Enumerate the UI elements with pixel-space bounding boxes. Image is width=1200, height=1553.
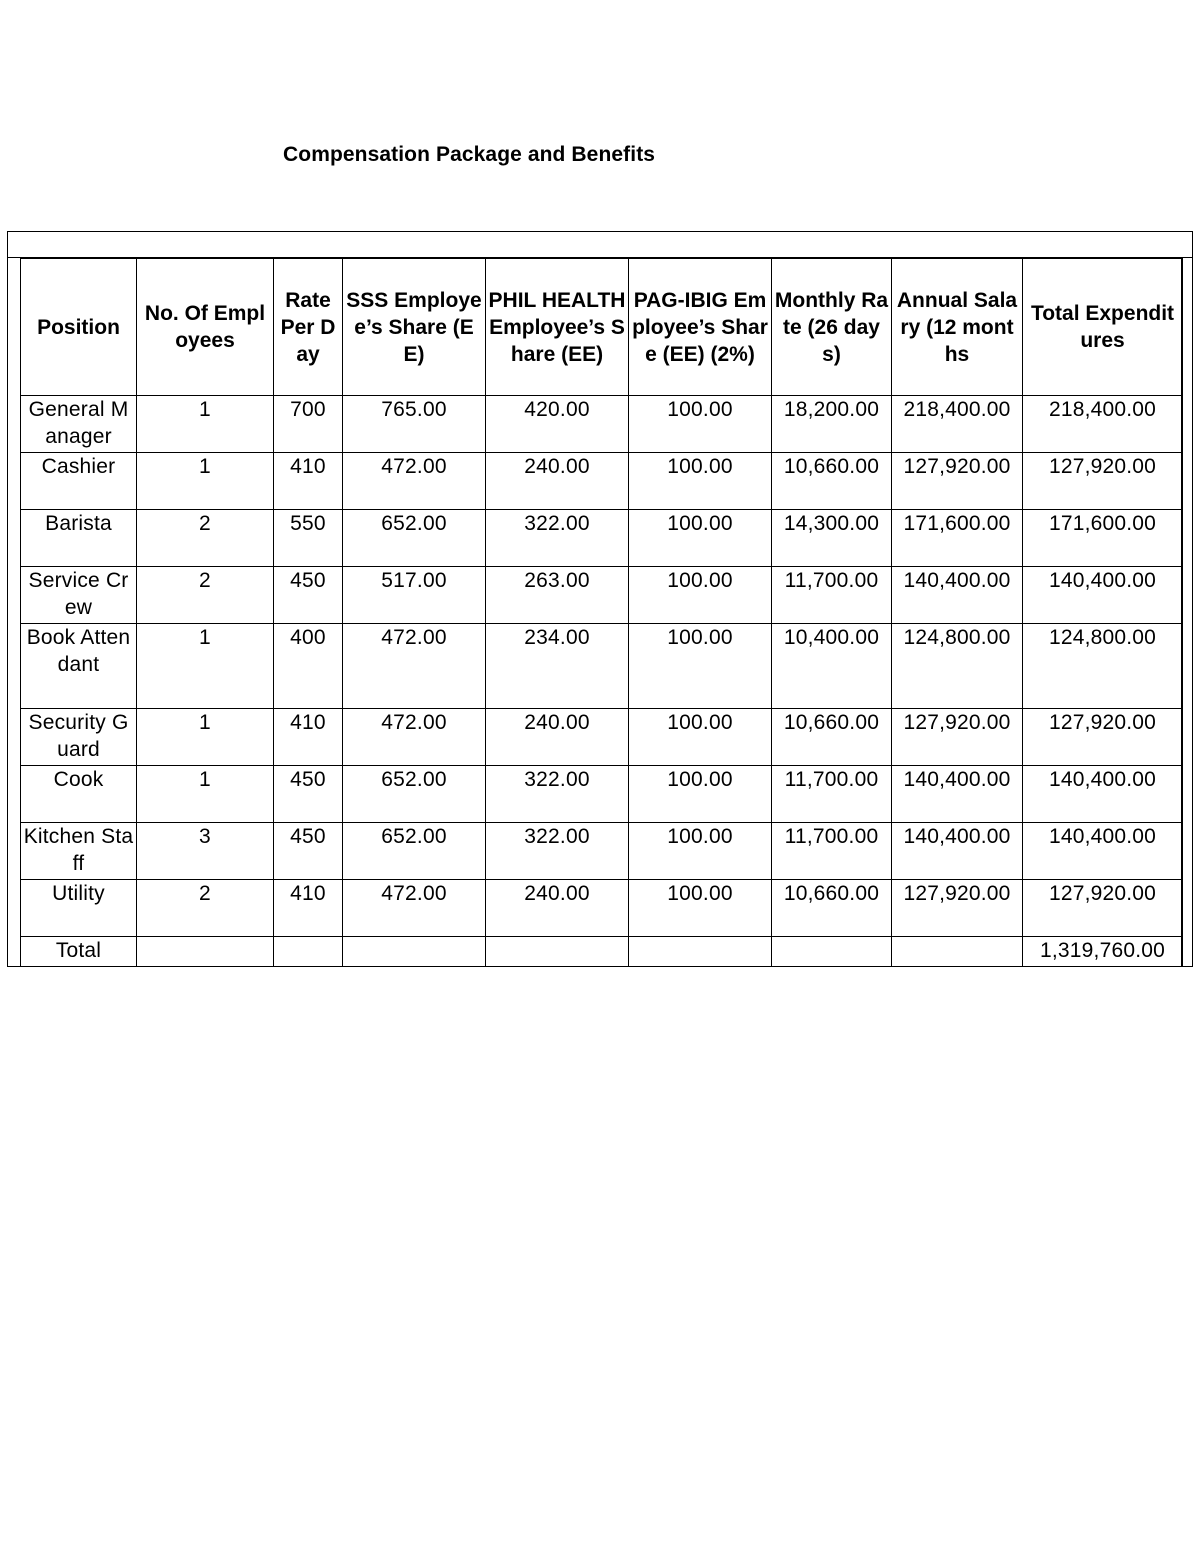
header-monthly: Monthly Rate (26 days) <box>772 259 892 396</box>
cell-employees: 1 <box>137 766 274 823</box>
header-position: Position <box>21 259 137 396</box>
cell-employees: 2 <box>137 880 274 937</box>
cell-pagibig: 100.00 <box>629 453 772 510</box>
cell-pagibig: 100.00 <box>629 823 772 880</box>
cell-position: Barista <box>21 510 137 567</box>
cell-position: Service Crew <box>21 567 137 624</box>
cell-annual: 140,400.00 <box>892 567 1023 624</box>
cell-employees: 1 <box>137 624 274 709</box>
table-row <box>21 880 1183 937</box>
cell-pagibig: 100.00 <box>629 709 772 766</box>
cell-rate: 410 <box>274 880 343 937</box>
cell-philhealth: 322.00 <box>486 766 629 823</box>
cell-monthly: 10,660.00 <box>772 709 892 766</box>
cell-annual: 140,400.00 <box>892 766 1023 823</box>
cell-annual: 218,400.00 <box>892 396 1023 453</box>
cell-annual: 171,600.00 <box>892 510 1023 567</box>
cell-philhealth: 263.00 <box>486 567 629 624</box>
cell-position: Cashier <box>21 453 137 510</box>
cell-annual: 127,920.00 <box>892 709 1023 766</box>
cell-sss: 652.00 <box>343 510 486 567</box>
cell-philhealth: 322.00 <box>486 823 629 880</box>
table-row <box>21 396 1183 453</box>
cell-sss: 472.00 <box>343 624 486 709</box>
cell-rate: 410 <box>274 453 343 510</box>
cell-rate: 400 <box>274 624 343 709</box>
header-pagibig: PAG-IBIG Employee’s Share (EE) (2%) <box>629 259 772 396</box>
cell-philhealth: 234.00 <box>486 624 629 709</box>
cell-total: 127,920.00 <box>1023 709 1183 766</box>
cell-sss: 765.00 <box>343 396 486 453</box>
cell-annual: 127,920.00 <box>892 880 1023 937</box>
cell-sss: 472.00 <box>343 709 486 766</box>
cell-philhealth: 240.00 <box>486 880 629 937</box>
cell-employees: 3 <box>137 823 274 880</box>
cell-total: 127,920.00 <box>1023 453 1183 510</box>
total-empty-cell <box>629 937 772 967</box>
cell-position: Security Guard <box>21 709 137 766</box>
cell-employees: 2 <box>137 567 274 624</box>
cell-monthly: 11,700.00 <box>772 766 892 823</box>
cell-sss: 652.00 <box>343 823 486 880</box>
cell-rate: 450 <box>274 766 343 823</box>
cell-sss: 517.00 <box>343 567 486 624</box>
header-total: Total Expenditures <box>1023 259 1183 396</box>
cell-pagibig: 100.00 <box>629 766 772 823</box>
total-empty-cell <box>772 937 892 967</box>
cell-position: Cook <box>21 766 137 823</box>
header-rate: Rate Per Day <box>274 259 343 396</box>
cell-monthly: 14,300.00 <box>772 510 892 567</box>
table-row <box>21 624 1183 709</box>
cell-total: 124,800.00 <box>1023 624 1183 709</box>
table-row <box>21 453 1183 510</box>
cell-monthly: 10,660.00 <box>772 880 892 937</box>
cell-sss: 472.00 <box>343 453 486 510</box>
cell-employees: 1 <box>137 709 274 766</box>
cell-rate: 450 <box>274 823 343 880</box>
cell-rate: 450 <box>274 567 343 624</box>
total-empty-cell <box>137 937 274 967</box>
cell-rate: 410 <box>274 709 343 766</box>
cell-rate: 700 <box>274 396 343 453</box>
cell-monthly: 10,400.00 <box>772 624 892 709</box>
table-row <box>21 567 1183 624</box>
total-empty-cell <box>892 937 1023 967</box>
table-row <box>21 766 1183 823</box>
header-row <box>21 259 1183 396</box>
cell-rate: 550 <box>274 510 343 567</box>
cell-sss: 472.00 <box>343 880 486 937</box>
cell-employees: 1 <box>137 453 274 510</box>
cell-pagibig: 100.00 <box>629 624 772 709</box>
cell-philhealth: 240.00 <box>486 453 629 510</box>
document-title: Compensation Package and Benefits <box>283 143 656 166</box>
table-row <box>21 709 1183 766</box>
header-employees: No. Of Employees <box>137 259 274 396</box>
table-row <box>21 510 1183 567</box>
total-label: Total <box>21 937 137 967</box>
cell-total: 218,400.00 <box>1023 396 1183 453</box>
header-philhealth: PHIL HEALTH Employee’s Share (EE) <box>486 259 629 396</box>
cell-total: 140,400.00 <box>1023 823 1183 880</box>
cell-philhealth: 420.00 <box>486 396 629 453</box>
header-sss: SSS Employee’s Share (EE) <box>343 259 486 396</box>
cell-position: General Manager <box>21 396 137 453</box>
total-row <box>21 937 1183 967</box>
cell-monthly: 10,660.00 <box>772 453 892 510</box>
grand-total-value: 1,319,760.00 <box>1023 937 1183 967</box>
cell-pagibig: 100.00 <box>629 880 772 937</box>
cell-employees: 2 <box>137 510 274 567</box>
table-row <box>21 823 1183 880</box>
cell-position: Utility <box>21 880 137 937</box>
total-empty-cell <box>486 937 629 967</box>
total-empty-cell <box>274 937 343 967</box>
cell-pagibig: 100.00 <box>629 510 772 567</box>
total-empty-cell <box>343 937 486 967</box>
cell-annual: 124,800.00 <box>892 624 1023 709</box>
cell-monthly: 11,700.00 <box>772 567 892 624</box>
cell-pagibig: 100.00 <box>629 567 772 624</box>
cell-employees: 1 <box>137 396 274 453</box>
cell-total: 140,400.00 <box>1023 766 1183 823</box>
cell-total: 171,600.00 <box>1023 510 1183 567</box>
cell-position: Book Attendant <box>21 624 137 709</box>
table-right-edge <box>1181 257 1183 967</box>
cell-total: 140,400.00 <box>1023 567 1183 624</box>
cell-position: Kitchen Staff <box>21 823 137 880</box>
cell-pagibig: 100.00 <box>629 396 772 453</box>
cell-monthly: 18,200.00 <box>772 396 892 453</box>
cell-annual: 140,400.00 <box>892 823 1023 880</box>
cell-total: 127,920.00 <box>1023 880 1183 937</box>
cell-philhealth: 322.00 <box>486 510 629 567</box>
cell-sss: 652.00 <box>343 766 486 823</box>
compensation-table <box>20 258 1183 967</box>
cell-monthly: 11,700.00 <box>772 823 892 880</box>
cell-philhealth: 240.00 <box>486 709 629 766</box>
header-annual: Annual Salary (12 months <box>892 259 1023 396</box>
cell-annual: 127,920.00 <box>892 453 1023 510</box>
